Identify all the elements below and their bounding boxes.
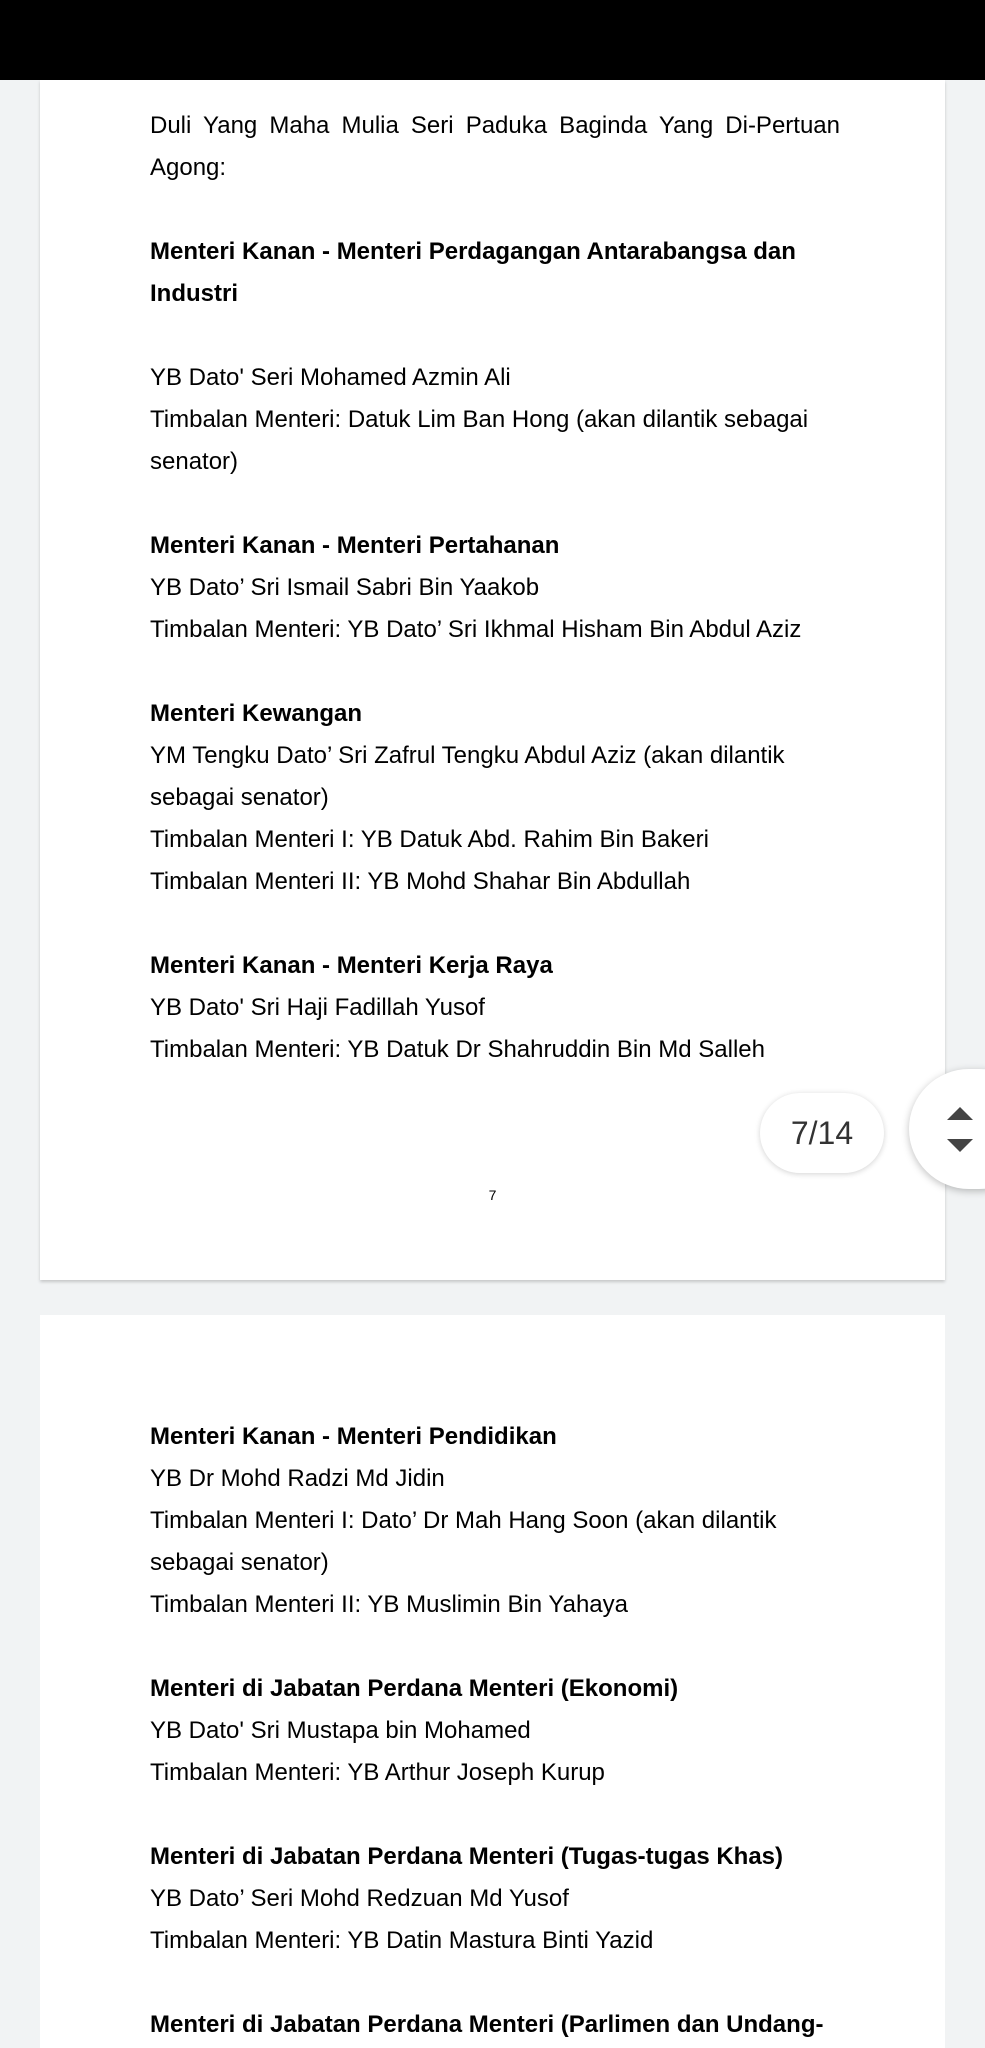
caret-down-icon [947, 1139, 973, 1152]
page-indicator: 7/14 [760, 1093, 884, 1173]
deputy-line: Timbalan Menteri I: Dato’ Dr Mah Hang Soon (akan dilantik [150, 1507, 777, 1534]
section-title: Menteri Kanan - Menteri Kerja Raya [150, 952, 553, 979]
section-title: Industri [150, 280, 238, 307]
section-title: Menteri di Jabatan Perdana Menteri (Tugas-tugas Khas) [150, 1843, 784, 1870]
deputy-line: Timbalan Menteri II: YB Mohd Shahar Bin Abdullah [150, 868, 691, 895]
minister-line: YB Dato' Sri Mustapa bin Mohamed [150, 1717, 531, 1744]
section-title: Menteri Kewangan [150, 700, 363, 727]
deputy-line: Timbalan Menteri: YB Datin Mastura Binti Yazid [150, 1927, 654, 1954]
caret-up-icon [947, 1107, 973, 1120]
deputy-line: Timbalan Menteri: YB Arthur Joseph Kurup [150, 1759, 605, 1786]
deputy-line: Timbalan Menteri I: YB Datuk Abd. Rahim Bin Bakeri [150, 826, 709, 853]
intro-line-2: Agong: [150, 154, 227, 181]
deputy-line: Timbalan Menteri II: YB Muslimin Bin Yahaya [150, 1591, 628, 1618]
deputy-line: Timbalan Menteri: Datuk Lim Ban Hong (akan dilantik sebagai [150, 406, 809, 433]
minister-line: YB Dato’ Seri Mohd Redzuan Md Yusof [150, 1885, 569, 1912]
deputy-line: senator) [150, 448, 239, 475]
deputy-line: Timbalan Menteri: YB Dato’ Sri Ikhmal Hisham Bin Abdul Aziz [150, 616, 802, 643]
deputy-line: sebagai senator) [150, 1549, 329, 1576]
section-title: Menteri Kanan - Menteri Pendidikan [150, 1423, 557, 1450]
section-title: Menteri di Jabatan Perdana Menteri (Parlimen dan Undang- [150, 2011, 824, 2038]
deputy-line: Timbalan Menteri: YB Datuk Dr Shahruddin Bin Md Salleh [150, 1036, 765, 1063]
minister-line: YB Dr Mohd Radzi Md Jidin [150, 1465, 445, 1492]
top-app-bar [0, 0, 985, 80]
minister-line: sebagai senator) [150, 784, 329, 811]
section-title: Menteri Kanan - Menteri Pertahanan [150, 532, 560, 559]
minister-line: YB Dato' Seri Mohamed Azmin Ali [150, 364, 511, 391]
minister-line: YM Tengku Dato’ Sri Zafrul Tengku Abdul Aziz (akan dilantik [150, 742, 785, 769]
page-number: 7 [488, 1187, 497, 1203]
section-title: Menteri Kanan - Menteri Perdagangan Antarabangsa dan [150, 238, 796, 265]
minister-line: YB Dato' Sri Haji Fadillah Yusof [150, 994, 485, 1021]
minister-line: YB Dato’ Sri Ismail Sabri Bin Yaakob [150, 574, 540, 601]
section-title: Menteri di Jabatan Perdana Menteri (Ekonomi) [150, 1675, 679, 1702]
document-page-8 [40, 1315, 945, 2048]
intro-line-1: Duli Yang Maha Mulia Seri Paduka Baginda Yang Di-Pertuan [150, 112, 840, 139]
